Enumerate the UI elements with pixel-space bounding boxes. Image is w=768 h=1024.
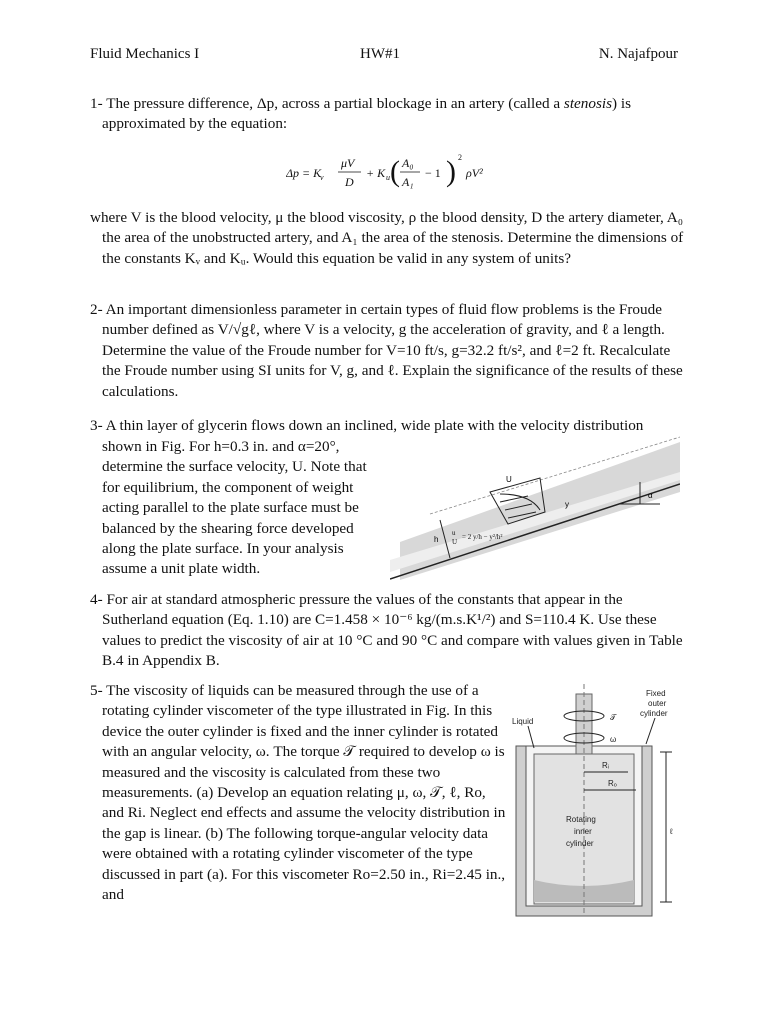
svg-text:μV: μV [341,156,355,170]
torque-label: 𝒯 [610,713,617,722]
question-2: 2- An important dimensionless parameter in certain types of fluid flow problems is the Froude number defined as V/√gℓ, where V is a velocity, g the acceleration of gravity, and ℓ a length. Determine the value of the Froude number for V=10 ft/s, g=32.2 ft/s², and ℓ=2 ft. Recalculate the Froude number using SI units for V, g, and ℓ. Explain the significance of the results of these calculations. [90,301,683,400]
rotating-label: Rotating [566,815,596,824]
question-1-body: where V is the blood velocity, μ the blood viscosity, ρ the blood density, D the artery diameter, A₀ the area of the unobstructed artery, and A₁ the area of the stenosis. Determine the dimensions of the constants Kᵥ and Kᵤ. Would this equation be valid in any system of units? [90,209,684,267]
stenosis-equation [286,148,536,198]
question-5: 5- The viscosity of liquids can be measured through the use of a rotating cylinder viscometer of the type illustrated in Fig. In this device the outer cylinder is fixed and the inner cylinder is rotated with an angular velocity, ω. The torque 𝒯 required to develop ω is measured and the viscosity is calculated from these two measurements. (a) Develop an equation relating μ, ω, 𝒯, ℓ, Ro, and Ri. Neglect end effects and assume the velocity distribution in the gap is linear. (b) The following torque-angular velocity data were obtained with a rotating cylinder viscometer of the type discussed in part (a). For this viscometer Ro=2.50 in., Ri=2.45 in., and [90,682,506,904]
surface-velocity-label: U [506,475,512,484]
svg-text:2: 2 [458,153,462,162]
liquid-label: Liquid [512,717,534,726]
profile-eq-u: u [452,529,456,537]
alpha-label: α [648,491,653,500]
svg-text:− 1: − 1 [425,166,441,180]
omega-label: ω [610,735,617,744]
inclined-plate-figure [390,432,680,580]
svg-text:A₀: A₀ [402,156,414,170]
svg-text:(: ( [390,155,400,188]
question-4: 4- For air at standard atmospheric pressure the values of the constants that appear in the Sutherland equation (Eq. 1.10) are C=1.458 × 10⁻⁶ kg/(m.s.K¹/²) and S=110.4 K. Use these values to predict the viscosity of air at 10 °C and 90 °C and compare with values given in Table B.4 in Appendix B. [90,591,683,670]
course-title: Fluid Mechanics I [90,46,200,62]
length-label: ℓ [670,827,673,836]
inner-radius-label: Rᵢ [602,761,610,770]
inner-cylinder-label: cylinder [566,839,594,848]
svg-text:ρV²: ρV² [466,166,483,180]
svg-text:+ K: + K [366,166,386,180]
svg-text:D: D [345,175,354,189]
cylinder-label: cylinder [640,709,668,718]
thickness-label: h [434,535,439,544]
svg-text:A₁: A₁ [402,175,414,189]
fixed-label: Fixed [646,689,666,698]
page-header [90,46,678,68]
svg-text:v: v [320,173,324,182]
svg-text:Δp = K: Δp = K [286,166,322,180]
profile-eq-U: U [452,538,458,546]
outer-radius-label: Rₒ [608,779,617,788]
y-axis-label: y [565,500,569,509]
svg-text:): ) [446,155,456,188]
profile-eq-rhs: = 2 y/h − y²/h² [462,533,503,541]
svg-text:u: u [386,173,390,182]
rotating-viscometer-figure [510,684,680,918]
outer-label: outer [648,699,667,708]
question-1-intro: 1- The pressure difference, Δp, across a partial blockage in an artery (called a stenosis) is approximated by the equation: [90,95,631,133]
question-3-body: shown in Fig. For h=0.3 in. and α=20°, determine the surface velocity, U. Note that for equilibrium, the component of weight acting parallel to the plate surface must be balanced by the shearing force developed along the plate surface. In your analysis assume a unit plate width. [102,438,367,578]
homework-number: HW#1 [360,46,400,62]
inner-label: inner [574,827,592,836]
question-3-first-line: 3- A thin layer of glycerin flows down an inclined, wide plate with the velocity distribution [90,417,644,434]
instructor-name: N. Najafpour [598,46,678,62]
